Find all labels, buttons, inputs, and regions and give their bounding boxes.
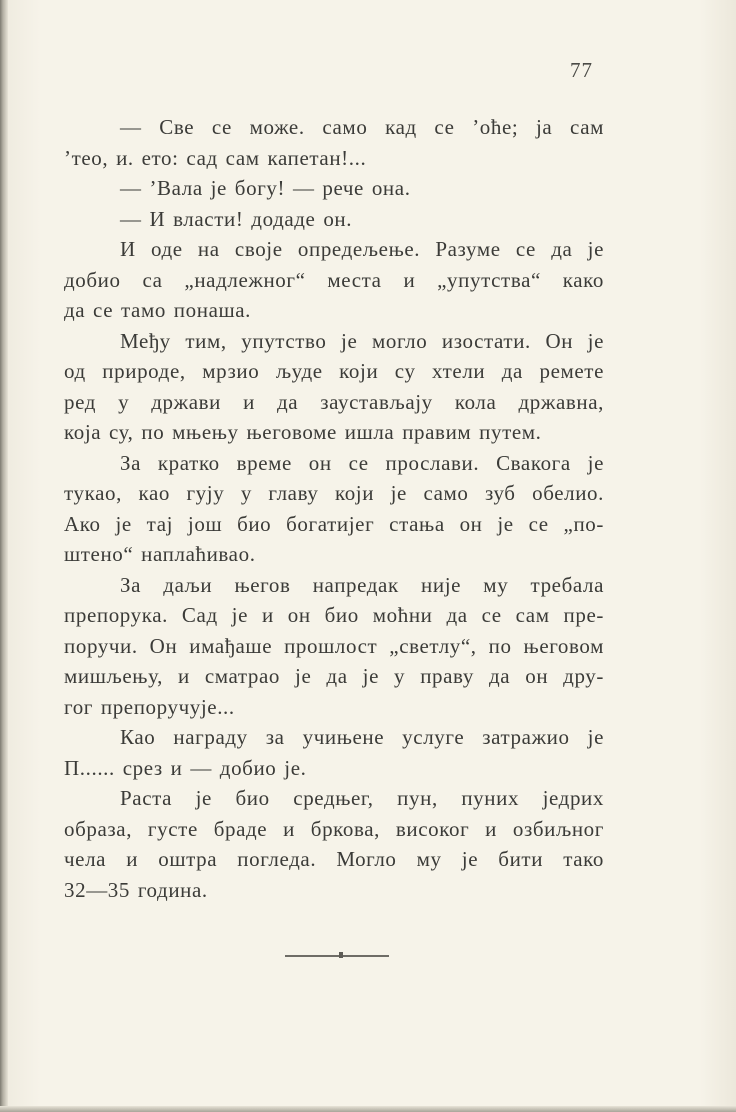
text-line: П...... срез и — добио је. bbox=[64, 755, 307, 780]
text-line: тукао, као гују у главу који је само зуб обелио. bbox=[64, 481, 604, 505]
text-line: — Све се може. само кад се ’оће; ја сам bbox=[120, 115, 604, 139]
section-separator-ornament bbox=[339, 952, 343, 958]
text-line: образа, густе браде и бркова, високог и озбиљног bbox=[64, 816, 604, 841]
text-line: За даљи његов напредак није му требала bbox=[120, 572, 604, 597]
section-separator-line bbox=[285, 955, 389, 957]
text-line: мишљењу, и сматрао је да је у праву да он дру- bbox=[64, 664, 604, 688]
text-line: ред у држави и да заустављају кола државна, bbox=[64, 389, 604, 414]
text-line: — ’Вала је богу! — рече она. bbox=[120, 176, 411, 200]
text-line: — И власти! додаде он. bbox=[120, 206, 353, 231]
body-text bbox=[64, 112, 604, 905]
text-line: Раста је био средњег, пун, пуних једрих bbox=[120, 786, 604, 810]
page-left-edge bbox=[0, 0, 8, 1112]
text-line: препорука. Сад је и он био моћни да се сам пре- bbox=[64, 603, 604, 627]
text-line: Међу тим, упутство је могло изостати. Он је bbox=[120, 328, 604, 353]
text-line: штено“ наплаћивао. bbox=[64, 542, 256, 566]
text-line: да се тамо понаша. bbox=[64, 298, 252, 322]
text-line: 32—35 година. bbox=[64, 877, 208, 902]
text-line: од природе, мрзио људе који су хтели да ремете bbox=[64, 359, 604, 383]
text-line: чела и оштра погледа. Могло му је бити тако bbox=[64, 847, 604, 871]
text-line: која су, по мњењу његовоме ишла правим путем. bbox=[64, 420, 542, 444]
text-line: За кратко време он се прослави. Свакога је bbox=[120, 450, 604, 475]
text-line: И оде на своје опредељење. Разуме се да је bbox=[120, 237, 604, 261]
text-line: Као награду за учињене услуге затражио је bbox=[120, 725, 604, 749]
text-line: Ако је тај још био богатијег стања он је се „по- bbox=[64, 511, 604, 536]
text-line: ’тео, и. ето: сад сам капетан!... bbox=[64, 145, 367, 170]
text-line: добио са „надлежног“ места и „упутства“ како bbox=[64, 267, 604, 292]
page-number: 77 bbox=[570, 58, 593, 82]
page-bottom-edge bbox=[0, 1106, 736, 1112]
text-line: поручи. Он имађаше прошлост „светлу“, по његовом bbox=[64, 633, 604, 658]
text-line: гог препоручује... bbox=[64, 694, 235, 719]
